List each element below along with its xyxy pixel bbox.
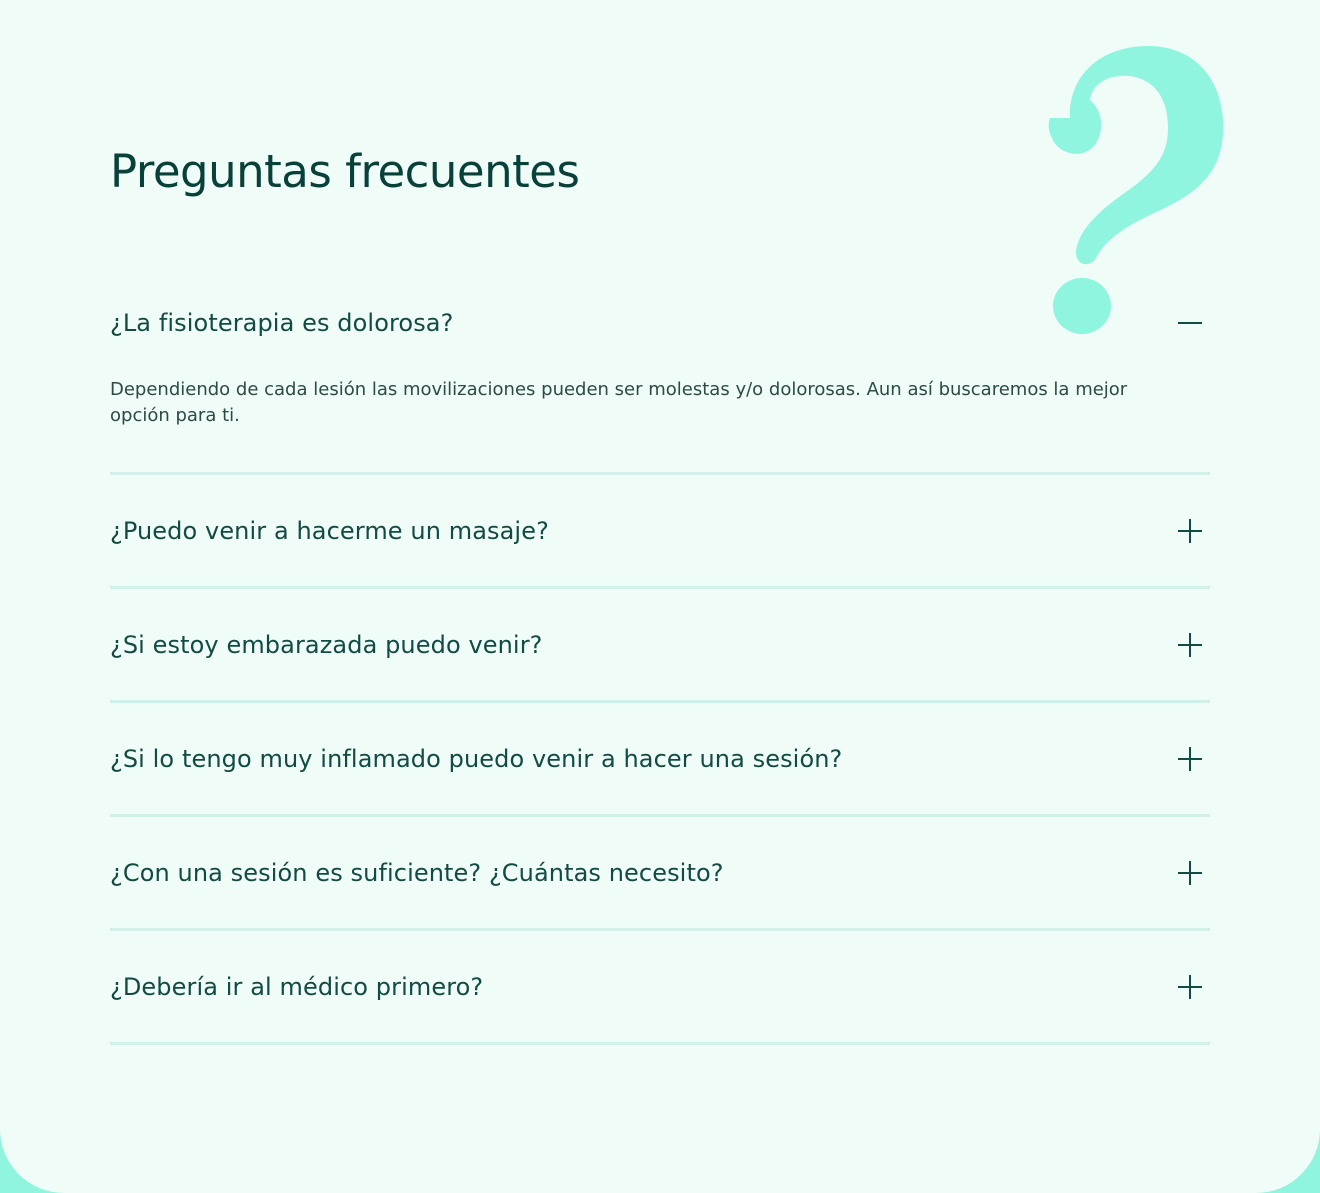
page-title: Preguntas frecuentes [110,145,580,198]
faq-item [110,475,1210,589]
faq-question: ¿Si lo tengo muy inflamado puedo venir a hacer una sesión? [110,744,843,773]
faq-question: ¿La fisioterapia es dolorosa? [110,309,454,337]
faq-question-row[interactable] [110,703,1210,814]
faq-question-row[interactable] [110,266,1210,380]
faq-question: ¿Si estoy embarazada puedo venir? [110,630,543,659]
faq-list [110,266,1210,1045]
faq-question: ¿Puedo venir a hacerme un masaje? [110,516,549,545]
plus-icon[interactable] [1177,974,1203,1000]
faq-question-row[interactable] [110,817,1210,928]
plus-icon[interactable] [1177,632,1203,658]
faq-answer: Dependiendo de cada lesión las movilizaciones pueden ser molestas y/o dolorosas. Aun así buscaremos la mejor opción para ti. [110,379,1128,426]
faq-item [110,589,1210,703]
faq-question-row[interactable] [110,931,1210,1042]
faq-question: ¿Con una sesión es suficiente? ¿Cuántas necesito? [110,858,724,887]
plus-icon[interactable] [1177,746,1203,772]
faq-question-row[interactable] [110,589,1210,700]
faq-question: ¿Debería ir al médico primero? [110,972,484,1001]
plus-icon[interactable] [1177,518,1203,544]
minus-icon[interactable] [1177,310,1203,336]
faq-item [110,931,1210,1045]
plus-icon[interactable] [1177,860,1203,886]
faq-item [110,703,1210,817]
faq-question-row[interactable] [110,475,1210,586]
faq-item [110,266,1210,475]
faq-item [110,817,1210,931]
